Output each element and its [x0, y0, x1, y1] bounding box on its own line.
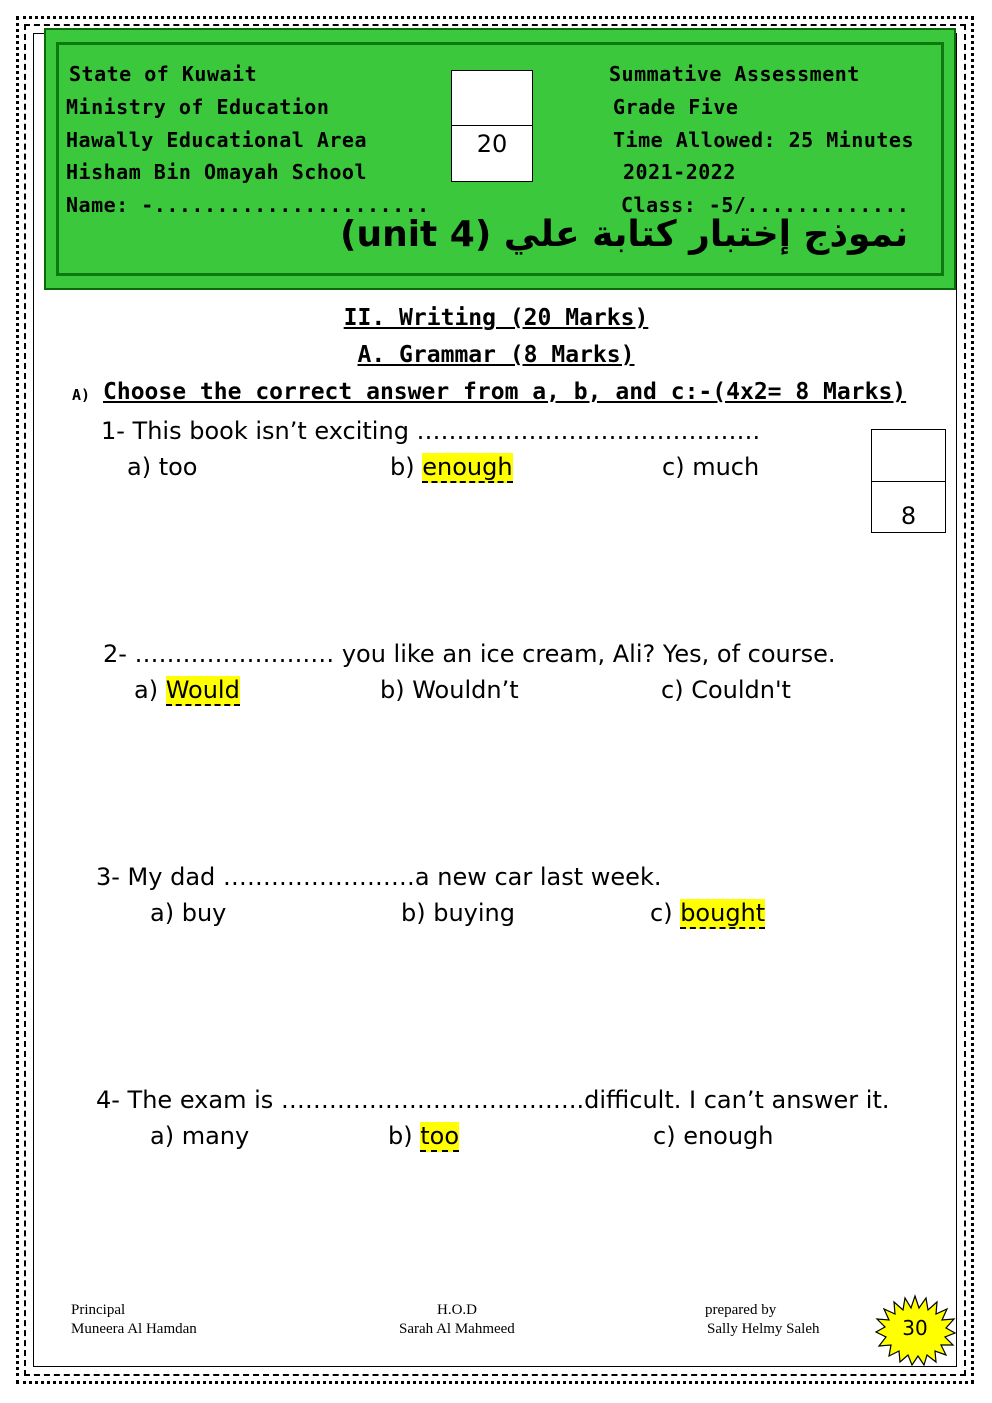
correct-answer-highlight: enough — [422, 453, 513, 481]
header-ministry: Ministry of Education — [66, 95, 330, 119]
option-letter: c) — [662, 453, 693, 481]
option-letter: c) — [650, 899, 681, 927]
section-score: 8 — [900, 502, 917, 530]
section-title: II. Writing (20 Marks) — [343, 305, 649, 331]
name-field[interactable]: Name: -...................... — [66, 193, 430, 217]
q4-option-b[interactable] — [388, 1122, 459, 1150]
option-text: too — [158, 453, 198, 481]
option-letter: a) — [127, 453, 159, 481]
header-country: State of Kuwait — [69, 62, 258, 86]
score-divider — [872, 481, 945, 482]
option-text: buy — [181, 899, 227, 927]
q2-option-c[interactable] — [661, 676, 791, 704]
header-grade: Grade Five — [613, 95, 739, 119]
question-3: 3- My dad ……………………a new car last week. — [96, 863, 662, 891]
header-area: Hawally Educational Area — [66, 128, 367, 152]
header-year: 2021-2022 — [623, 160, 736, 184]
option-text: Wouldn’t — [412, 676, 519, 704]
header-school: Hisham Bin Omayah School — [66, 160, 367, 184]
question-4: 4- The exam is ………………………………..difficult. I can’t answer it. — [96, 1086, 890, 1114]
option-text: many — [181, 1122, 250, 1150]
q2-option-a[interactable] — [134, 676, 240, 704]
q3-option-c[interactable] — [650, 899, 765, 927]
principal-label: Principal — [71, 1302, 126, 1318]
option-letter: b) — [388, 1122, 421, 1150]
question-2: 2- ………………….… you like an ice cream, Ali? Yes, of course. — [103, 640, 836, 668]
q3-option-b[interactable] — [401, 899, 515, 927]
option-letter: a) — [150, 1122, 182, 1150]
page-number-badge — [874, 1294, 956, 1366]
option-letter: a) — [150, 899, 182, 927]
option-text: Couldn't — [691, 676, 791, 704]
q4-option-a[interactable] — [150, 1122, 249, 1150]
instruction: Choose the correct answer from a, b, and c:-(4x2= 8 Marks) — [103, 379, 907, 405]
section-subtitle: A. Grammar (8 Marks) — [357, 342, 635, 368]
option-letter: b) — [380, 676, 413, 704]
arabic-title: نموذج إختبار كتابة علي (unit 4) — [340, 214, 909, 255]
hod-name: Sarah Al Mahmeed — [399, 1321, 515, 1337]
option-letter: c) — [661, 676, 692, 704]
option-letter: c) — [653, 1122, 684, 1150]
prepared-label: prepared by — [705, 1302, 777, 1318]
total-score-box — [451, 70, 533, 182]
option-letter: b) — [390, 453, 423, 481]
question-1: 1- This book isn’t exciting ……………………………………. — [101, 417, 761, 445]
correct-answer-highlight: Would — [165, 676, 240, 704]
q3-option-a[interactable] — [150, 899, 226, 927]
option-letter: a) — [134, 676, 166, 704]
q1-option-c[interactable] — [662, 453, 759, 481]
page-number: 30 — [902, 1316, 928, 1340]
section-score-box — [871, 429, 946, 533]
principal-name: Muneera Al Hamdan — [71, 1321, 197, 1337]
option-text: enough — [683, 1122, 774, 1150]
correct-answer-highlight: bought — [680, 899, 766, 927]
hod-label: H.O.D — [437, 1302, 477, 1318]
total-score: 20 — [476, 130, 508, 158]
q1-option-a[interactable] — [127, 453, 197, 481]
score-divider — [452, 125, 532, 126]
correct-answer-highlight: too — [420, 1122, 460, 1150]
prepared-name: Sally Helmy Saleh — [707, 1321, 820, 1337]
instruction-prefix: A) — [72, 386, 91, 404]
q2-option-b[interactable] — [380, 676, 519, 704]
option-text: much — [692, 453, 760, 481]
option-letter: b) — [401, 899, 434, 927]
header-assessment: Summative Assessment — [609, 62, 860, 86]
option-text: buying — [433, 899, 515, 927]
q4-option-c[interactable] — [653, 1122, 774, 1150]
q1-option-b[interactable] — [390, 453, 513, 481]
header-time: Time Allowed: 25 Minutes — [613, 128, 914, 152]
class-field[interactable]: Class: -5/............. — [621, 193, 910, 217]
